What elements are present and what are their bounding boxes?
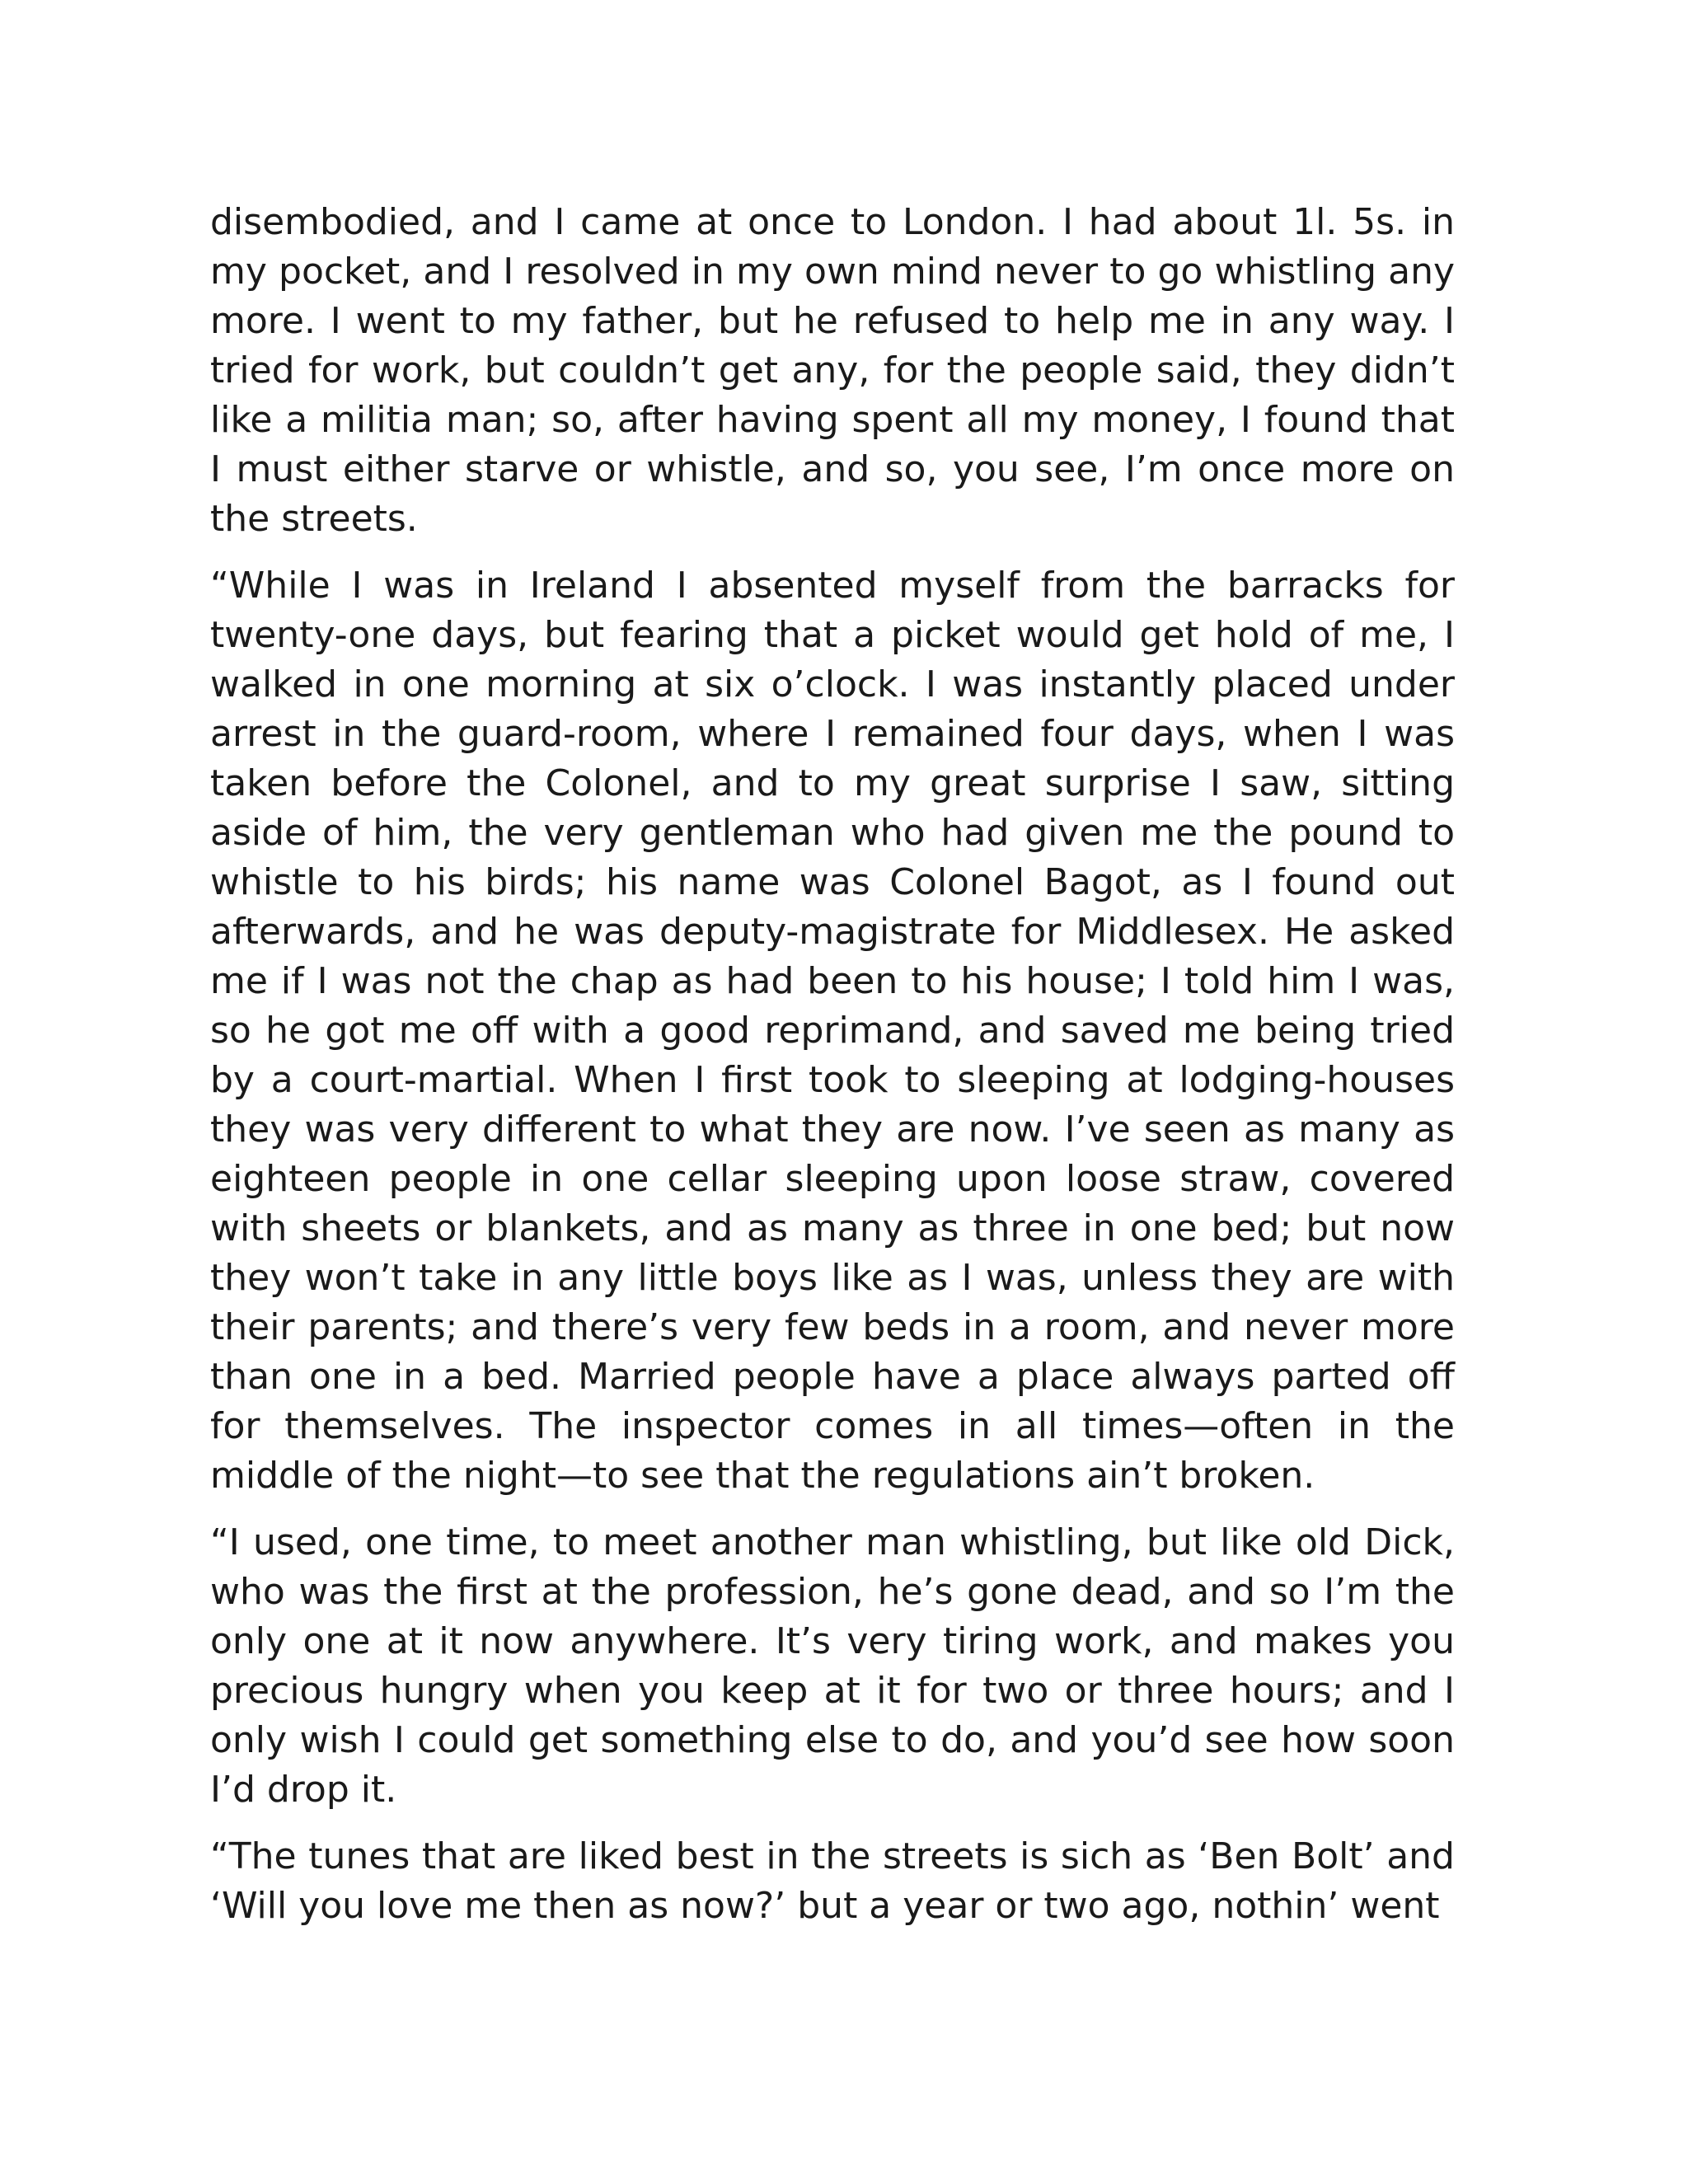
paragraph: “While I was in Ireland I absented myself from the barracks for twenty-one days, but fearing that a picket would get hold of me, I walked in one morning at six o’clock. I was instantly placed under arrest in the guard-room, where I remained four days, when I was taken before the Colonel, and to my great surprise I saw, sitting aside of him, the very gentleman who had given me the pound to whistle to his birds; his name was Colonel Bagot, as I found out afterwards, and he was deputy-magistrate for Middlesex. He asked me if I was not the chap as had been to his house; I told him I was, so he got me off with a good reprimand, and saved me being tried by a court-martial. When I first took to sleeping at lodging-houses they was very different to what they are now. I’ve seen as many as eighteen people in one cellar sleeping upon loose straw, covered with sheets or blankets, and as many as three in one bed; but now they won’t take in any little boys like as I was, unless they are with their parents; and there’s very few beds in a room, and never more than one in a bed. Married people have a place always parted off for themselves. The inspector comes in all times—often in the middle of the night—to see that the regulations ain’t broken. <box>210 565 1455 1497</box>
paragraph: disembodied, and I came at once to London. I had about 1l. 5s. in my pocket, and I resolved in my own mind never to go whistling any more. I went to my father, but he refused to help me in any way. I tried for work, but couldn’t get any, for the people said, they didn’t like a militia man; so, after having spent all my money, I found that I must either starve or whistle, and so, you see, I’m once more on the streets. <box>210 201 1455 540</box>
paragraph: “I used, one time, to meet another man whistling, but like old Dick, who was the first at the profession, he’s gone dead, and so I’m the only one at it now anywhere. It’s very tiring work, and makes you precious hungry when you keep at it for two or three hours; and I only wish I could get something else to do, and you’d see how soon I’d drop it. <box>210 1521 1455 1811</box>
document-page <box>210 198 1455 1948</box>
paragraph: “The tunes that are liked best in the streets is sich as ‘Ben Bolt’ and ‘Will you love me then as now?’ but a year or two ago, nothin’ went <box>210 1835 1455 1927</box>
